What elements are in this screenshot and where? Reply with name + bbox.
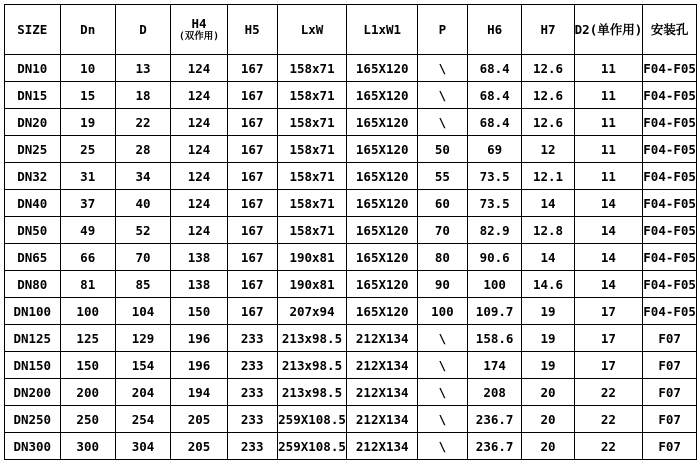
header-label: H4 [191,16,207,31]
table-cell: 158x71 [277,82,347,109]
header-label: LxW [300,21,324,37]
table-cell: 100 [418,298,468,325]
table-cell: 11 [574,82,643,109]
header-label: P [438,21,447,37]
table-cell: DN40 [5,190,61,217]
table-cell: 205 [171,433,228,460]
table-cell: 85 [115,271,170,298]
table-cell: 212X134 [347,433,418,460]
table-cell: 167 [227,163,277,190]
table-cell: DN25 [5,136,61,163]
table-cell: 207x94 [277,298,347,325]
table-cell: DN15 [5,82,61,109]
table-cell: 52 [115,217,170,244]
table-cell: DN150 [5,352,61,379]
table-cell: 150 [171,298,228,325]
table-cell: 233 [227,406,277,433]
table-row [5,190,697,217]
table-cell: 22 [574,379,643,406]
header-label: D [139,21,147,37]
table-cell: 124 [171,109,228,136]
table-cell: 13 [115,55,170,82]
table-cell: 205 [171,406,228,433]
table-cell: DN10 [5,55,61,82]
table-cell: 66 [60,244,115,271]
table-cell: 104 [115,298,170,325]
table-row [5,271,697,298]
header-label: L1xW1 [363,21,402,37]
table-header [5,5,697,55]
table-cell: 55 [418,163,468,190]
table-cell: 14 [522,244,574,271]
table-cell: 150 [60,352,115,379]
col-header-size [5,5,61,55]
table-cell: 212X134 [347,325,418,352]
header-label: H7 [540,21,556,37]
table-cell: DN80 [5,271,61,298]
table-cell: 213x98.5 [277,352,347,379]
table-cell: 19 [522,352,574,379]
table-cell: 68.4 [467,82,522,109]
table-cell: 250 [60,406,115,433]
table-cell: 129 [115,325,170,352]
table-cell: 124 [171,55,228,82]
spec-table-container [4,4,697,460]
table-cell: 158x71 [277,55,347,82]
table-cell: 165X120 [347,163,418,190]
table-cell: 68.4 [467,109,522,136]
table-cell: 212X134 [347,406,418,433]
table-cell: 167 [227,190,277,217]
table-row [5,217,697,244]
table-cell: 158x71 [277,163,347,190]
table-cell: 100 [60,298,115,325]
table-cell: 304 [115,433,170,460]
table-cell: F04-F05 [643,271,697,298]
table-cell: 167 [227,55,277,82]
table-cell: F04-F05 [643,163,697,190]
table-cell: 124 [171,163,228,190]
table-row [5,82,697,109]
table-cell: DN65 [5,244,61,271]
table-cell: 259X108.5 [277,433,347,460]
table-cell: 167 [227,298,277,325]
header-label: H6 [487,21,503,37]
table-cell: DN20 [5,109,61,136]
table-cell: 158x71 [277,136,347,163]
table-cell: 165X120 [347,55,418,82]
header-row [5,5,697,55]
table-cell: 138 [171,244,228,271]
table-cell: 109.7 [467,298,522,325]
table-row [5,109,697,136]
table-cell: 138 [171,271,228,298]
table-cell: 200 [60,379,115,406]
table-cell: 25 [60,136,115,163]
table-cell: F04-F05 [643,136,697,163]
table-cell: 60 [418,190,468,217]
table-cell: 165X120 [347,244,418,271]
table-cell: 34 [115,163,170,190]
table-cell: 167 [227,82,277,109]
table-cell: 158.6 [467,325,522,352]
table-cell: F04-F05 [643,82,697,109]
table-cell: 73.5 [467,190,522,217]
table-cell: 213x98.5 [277,379,347,406]
table-cell: 254 [115,406,170,433]
table-cell: 154 [115,352,170,379]
table-cell: 22 [574,433,643,460]
table-cell: 20 [522,406,574,433]
table-cell: 174 [467,352,522,379]
table-cell: 124 [171,190,228,217]
table-cell: 11 [574,109,643,136]
col-header-l1xw1 [347,5,418,55]
table-cell: 233 [227,352,277,379]
table-cell: \ [418,109,468,136]
table-cell: \ [418,82,468,109]
table-cell: F04-F05 [643,298,697,325]
table-cell: F04-F05 [643,217,697,244]
table-cell: 17 [574,325,643,352]
table-cell: 68.4 [467,55,522,82]
table-cell: 233 [227,379,277,406]
table-body [5,55,697,460]
table-cell: 196 [171,352,228,379]
table-cell: 11 [574,55,643,82]
header-sublabel: (双作用) [179,31,219,42]
table-cell: \ [418,433,468,460]
table-cell: 213x98.5 [277,325,347,352]
table-cell: \ [418,406,468,433]
table-cell: 12.6 [522,109,574,136]
table-cell: 80 [418,244,468,271]
table-cell: 14 [574,190,643,217]
table-cell: 22 [574,406,643,433]
table-cell: 11 [574,136,643,163]
table-cell: 12.8 [522,217,574,244]
col-header-d [115,5,170,55]
table-cell: 12.1 [522,163,574,190]
header-label: SIZE [17,21,48,37]
table-cell: 12 [522,136,574,163]
table-cell: \ [418,352,468,379]
col-header-dn [60,5,115,55]
header-label: D2(单作用) [574,21,643,37]
table-row [5,433,697,460]
table-cell: 12.6 [522,55,574,82]
col-header-mounting-holes [643,5,697,55]
table-cell: F07 [643,325,697,352]
table-cell: 208 [467,379,522,406]
col-header-h5 [227,5,277,55]
table-cell: 125 [60,325,115,352]
table-cell: 165X120 [347,298,418,325]
table-cell: 165X120 [347,82,418,109]
table-cell: 212X134 [347,379,418,406]
table-cell: 81 [60,271,115,298]
table-row [5,379,697,406]
col-header-p [418,5,468,55]
header-label: 安装孔 [650,21,689,37]
table-cell: \ [418,55,468,82]
table-row [5,136,697,163]
table-cell: 11 [574,163,643,190]
table-cell: 124 [171,136,228,163]
table-cell: 19 [522,325,574,352]
table-cell: F07 [643,406,697,433]
table-cell: 124 [171,217,228,244]
table-cell: 194 [171,379,228,406]
table-row [5,406,697,433]
table-cell: 158x71 [277,190,347,217]
table-cell: 100 [467,271,522,298]
table-cell: 70 [418,217,468,244]
table-cell: 212X134 [347,352,418,379]
table-cell: 14 [574,271,643,298]
header-label: H5 [244,21,260,37]
table-cell: 14.6 [522,271,574,298]
table-cell: DN125 [5,325,61,352]
header-label: Dn [80,21,96,37]
table-cell: 31 [60,163,115,190]
table-cell: 124 [171,82,228,109]
col-header-h6 [467,5,522,55]
table-cell: 190x81 [277,271,347,298]
table-cell: DN200 [5,379,61,406]
table-cell: DN50 [5,217,61,244]
table-cell: 165X120 [347,109,418,136]
table-cell: 196 [171,325,228,352]
table-cell: 90 [418,271,468,298]
table-cell: F04-F05 [643,109,697,136]
table-cell: 165X120 [347,190,418,217]
table-cell: 90.6 [467,244,522,271]
table-cell: 167 [227,244,277,271]
table-cell: 167 [227,136,277,163]
table-cell: 73.5 [467,163,522,190]
table-cell: 19 [60,109,115,136]
table-cell: 165X120 [347,136,418,163]
col-header-h4 [171,5,228,55]
table-cell: 236.7 [467,406,522,433]
table-cell: 167 [227,109,277,136]
col-header-d2 [574,5,643,55]
table-cell: DN300 [5,433,61,460]
table-cell: 300 [60,433,115,460]
table-cell: 15 [60,82,115,109]
table-row [5,163,697,190]
table-cell: DN250 [5,406,61,433]
table-cell: 165X120 [347,217,418,244]
table-row [5,325,697,352]
table-cell: 19 [522,298,574,325]
table-cell: 49 [60,217,115,244]
col-header-lxw [277,5,347,55]
table-cell: 158x71 [277,217,347,244]
table-cell: DN100 [5,298,61,325]
table-cell: 14 [574,217,643,244]
table-cell: 167 [227,271,277,298]
table-cell: 14 [574,244,643,271]
table-cell: F07 [643,379,697,406]
table-cell: 69 [467,136,522,163]
table-cell: 165X120 [347,271,418,298]
table-cell: 204 [115,379,170,406]
table-cell: 40 [115,190,170,217]
table-cell: 37 [60,190,115,217]
table-cell: 236.7 [467,433,522,460]
table-cell: \ [418,379,468,406]
table-cell: 22 [115,109,170,136]
table-cell: 233 [227,325,277,352]
table-cell: F04-F05 [643,55,697,82]
col-header-h7 [522,5,574,55]
table-cell: 167 [227,217,277,244]
table-cell: 158x71 [277,109,347,136]
table-cell: 17 [574,298,643,325]
table-row [5,244,697,271]
table-cell: 82.9 [467,217,522,244]
table-cell: 18 [115,82,170,109]
table-cell: 233 [227,433,277,460]
table-row [5,298,697,325]
table-cell: F07 [643,352,697,379]
table-cell: F07 [643,433,697,460]
table-cell: 50 [418,136,468,163]
table-cell: 17 [574,352,643,379]
table-cell: F04-F05 [643,244,697,271]
table-cell: 12.6 [522,82,574,109]
table-cell: 190x81 [277,244,347,271]
table-row [5,352,697,379]
table-cell: 14 [522,190,574,217]
table-cell: 259X108.5 [277,406,347,433]
valve-dimension-table [4,4,697,460]
table-row [5,55,697,82]
table-cell: 10 [60,55,115,82]
table-cell: DN32 [5,163,61,190]
table-cell: \ [418,325,468,352]
table-cell: F04-F05 [643,190,697,217]
table-cell: 20 [522,379,574,406]
table-cell: 28 [115,136,170,163]
table-cell: 20 [522,433,574,460]
table-cell: 70 [115,244,170,271]
